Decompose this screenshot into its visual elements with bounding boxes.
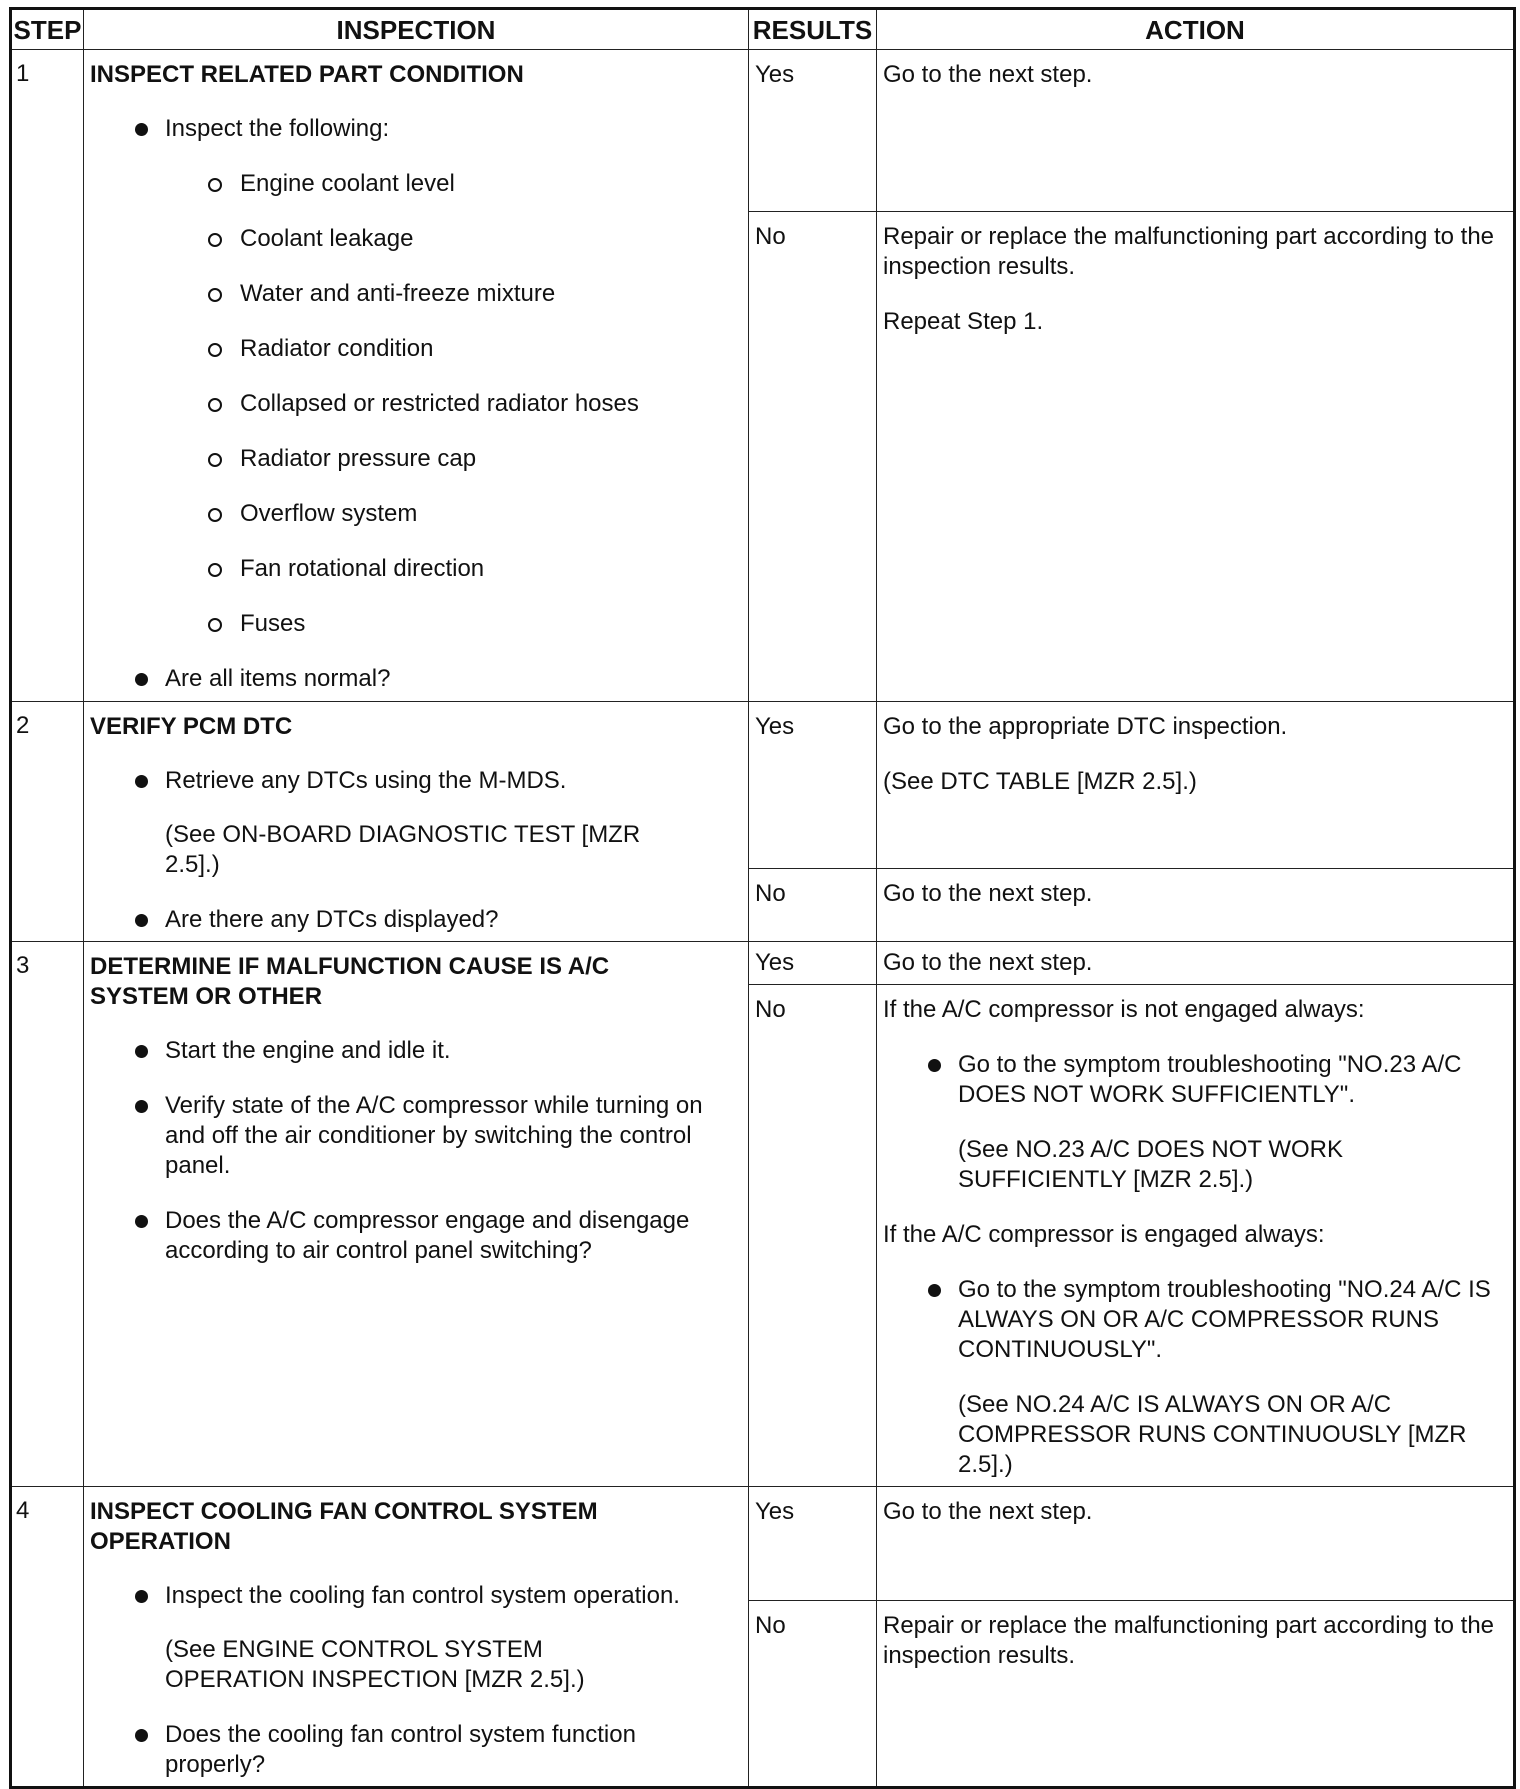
step2-result-no: No [749,868,877,941]
step2-bullet: Retrieve any DTCs using the M-MDS. [90,766,742,796]
bullet-icon [135,1729,148,1742]
step3-result-no: No [749,985,877,1487]
list-item: Coolant leakage [90,224,742,254]
circle-bullet-icon [208,398,222,412]
step2-inspection [84,702,749,942]
step3-no-case-1-ref: (See NO.23 A/C DOES NOT WORK SUFFICIENTLY [MZR 2.5].) [958,1136,1343,1193]
step3-action-yes: Go to the next step. [877,942,1515,985]
step3-row-yes [11,942,1515,985]
step2-number: 2 [11,702,84,942]
step1-result-no: No [749,212,877,702]
step4-bullet: Inspect the cooling fan control system operation. [90,1581,742,1611]
step1-title: INSPECT RELATED PART CONDITION [90,61,524,88]
step3-action-no [877,985,1515,1487]
circle-bullet-icon [208,288,222,302]
step3-result-yes: Yes [749,942,877,985]
circle-bullet-icon [208,563,222,577]
bullet-icon [135,1590,148,1603]
step3-no-case-1: If the A/C compressor is not engaged always: [883,996,1365,1023]
step3-title: DETERMINE IF MALFUNCTION CAUSE IS A/C SYSTEM OR OTHER [90,953,610,1010]
step1-action-no-repeat: Repeat Step 1. [883,308,1044,335]
step1-action-yes: Go to the next step. [877,50,1515,212]
header-inspection: INSPECTION [84,9,749,50]
step4-question: Does the cooling fan control system function properly? [90,1720,742,1780]
bullet-icon [135,1045,148,1058]
diagnostic-table [9,7,1516,1789]
step1-inspection [84,50,749,702]
bullet-icon [135,123,148,136]
bullet-icon [135,775,148,788]
circle-bullet-icon [208,618,222,632]
step3-question: Does the A/C compressor engage and disengage according to air control panel switching? [90,1206,742,1266]
circle-bullet-icon [208,453,222,467]
step1-question: Are all items normal? [90,664,742,694]
step2-reference: (See ON-BOARD DIAGNOSTIC TEST [MZR 2.5].) [165,821,641,878]
step4-result-no: No [749,1600,877,1787]
step2-row-yes [11,702,1515,869]
step3-bullet-2: Verify state of the A/C compressor while turning on and off the air conditioner by switching the control panel. [90,1091,742,1181]
step2-action-yes-ref: (See DTC TABLE [MZR 2.5].) [883,768,1197,795]
circle-bullet-icon [208,508,222,522]
step3-no-case-2-bullet: Go to the symptom troubleshooting "NO.24 A/C IS ALWAYS ON OR A/C COMPRESSOR RUNS CONTINUOUSLY". [883,1275,1503,1365]
step3-number: 3 [11,942,84,1487]
header-step: STEP [11,9,84,50]
circle-bullet-icon [208,178,222,192]
bullet-icon [135,1100,148,1113]
header-results: RESULTS [749,9,877,50]
list-item: Radiator pressure cap [90,444,742,474]
step4-number: 4 [11,1487,84,1788]
step2-result-yes: Yes [749,702,877,869]
step1-action-no-text: Repair or replace the malfunctioning part according to the inspection results. [883,223,1495,280]
step2-action-yes [877,702,1515,869]
step4-result-yes: Yes [749,1487,877,1601]
step4-row-yes [11,1487,1515,1601]
step3-bullet-1: Start the engine and idle it. [90,1036,742,1066]
header-row [11,9,1515,50]
step3-inspection [84,942,749,1487]
step1-action-no [877,212,1515,702]
circle-bullet-icon [208,233,222,247]
step3-no-case-1-bullet: Go to the symptom troubleshooting "NO.23 A/C DOES NOT WORK SUFFICIENTLY". [883,1050,1503,1110]
list-item: Fuses [90,609,742,639]
step4-action-yes: Go to the next step. [877,1487,1515,1601]
bullet-icon [928,1059,941,1072]
step1-bullet: Inspect the following: [90,114,742,144]
step2-action-no: Go to the next step. [877,868,1515,941]
step2-question: Are there any DTCs displayed? [90,905,742,935]
bullet-icon [928,1284,941,1297]
header-action: ACTION [877,9,1515,50]
step4-reference: (See ENGINE CONTROL SYSTEM OPERATION INSPECTION [MZR 2.5].) [165,1636,585,1693]
step4-title: INSPECT COOLING FAN CONTROL SYSTEM OPERATION [90,1498,598,1555]
step3-no-case-2-ref: (See NO.24 A/C IS ALWAYS ON OR A/C COMPRESSOR RUNS CONTINUOUSLY [MZR 2.5].) [958,1391,1467,1478]
step1-result-yes: Yes [749,50,877,212]
circle-bullet-icon [208,343,222,357]
step2-title: VERIFY PCM DTC [90,713,293,740]
bullet-icon [135,1215,148,1228]
step1-number: 1 [11,50,84,702]
diagnostic-document [9,7,1513,1778]
step4-action-no: Repair or replace the malfunctioning part according to the inspection results. [877,1600,1515,1787]
step1-row-yes [11,50,1515,212]
list-item: Overflow system [90,499,742,529]
list-item: Engine coolant level [90,169,742,199]
list-item: Radiator condition [90,334,742,364]
bullet-icon [135,673,148,686]
step4-inspection [84,1487,749,1788]
list-item: Collapsed or restricted radiator hoses [90,389,742,419]
list-item: Fan rotational direction [90,554,742,584]
step3-no-case-2: If the A/C compressor is engaged always: [883,1221,1325,1248]
bullet-icon [135,914,148,927]
step2-action-yes-text: Go to the appropriate DTC inspection. [883,713,1288,740]
list-item: Water and anti-freeze mixture [90,279,742,309]
